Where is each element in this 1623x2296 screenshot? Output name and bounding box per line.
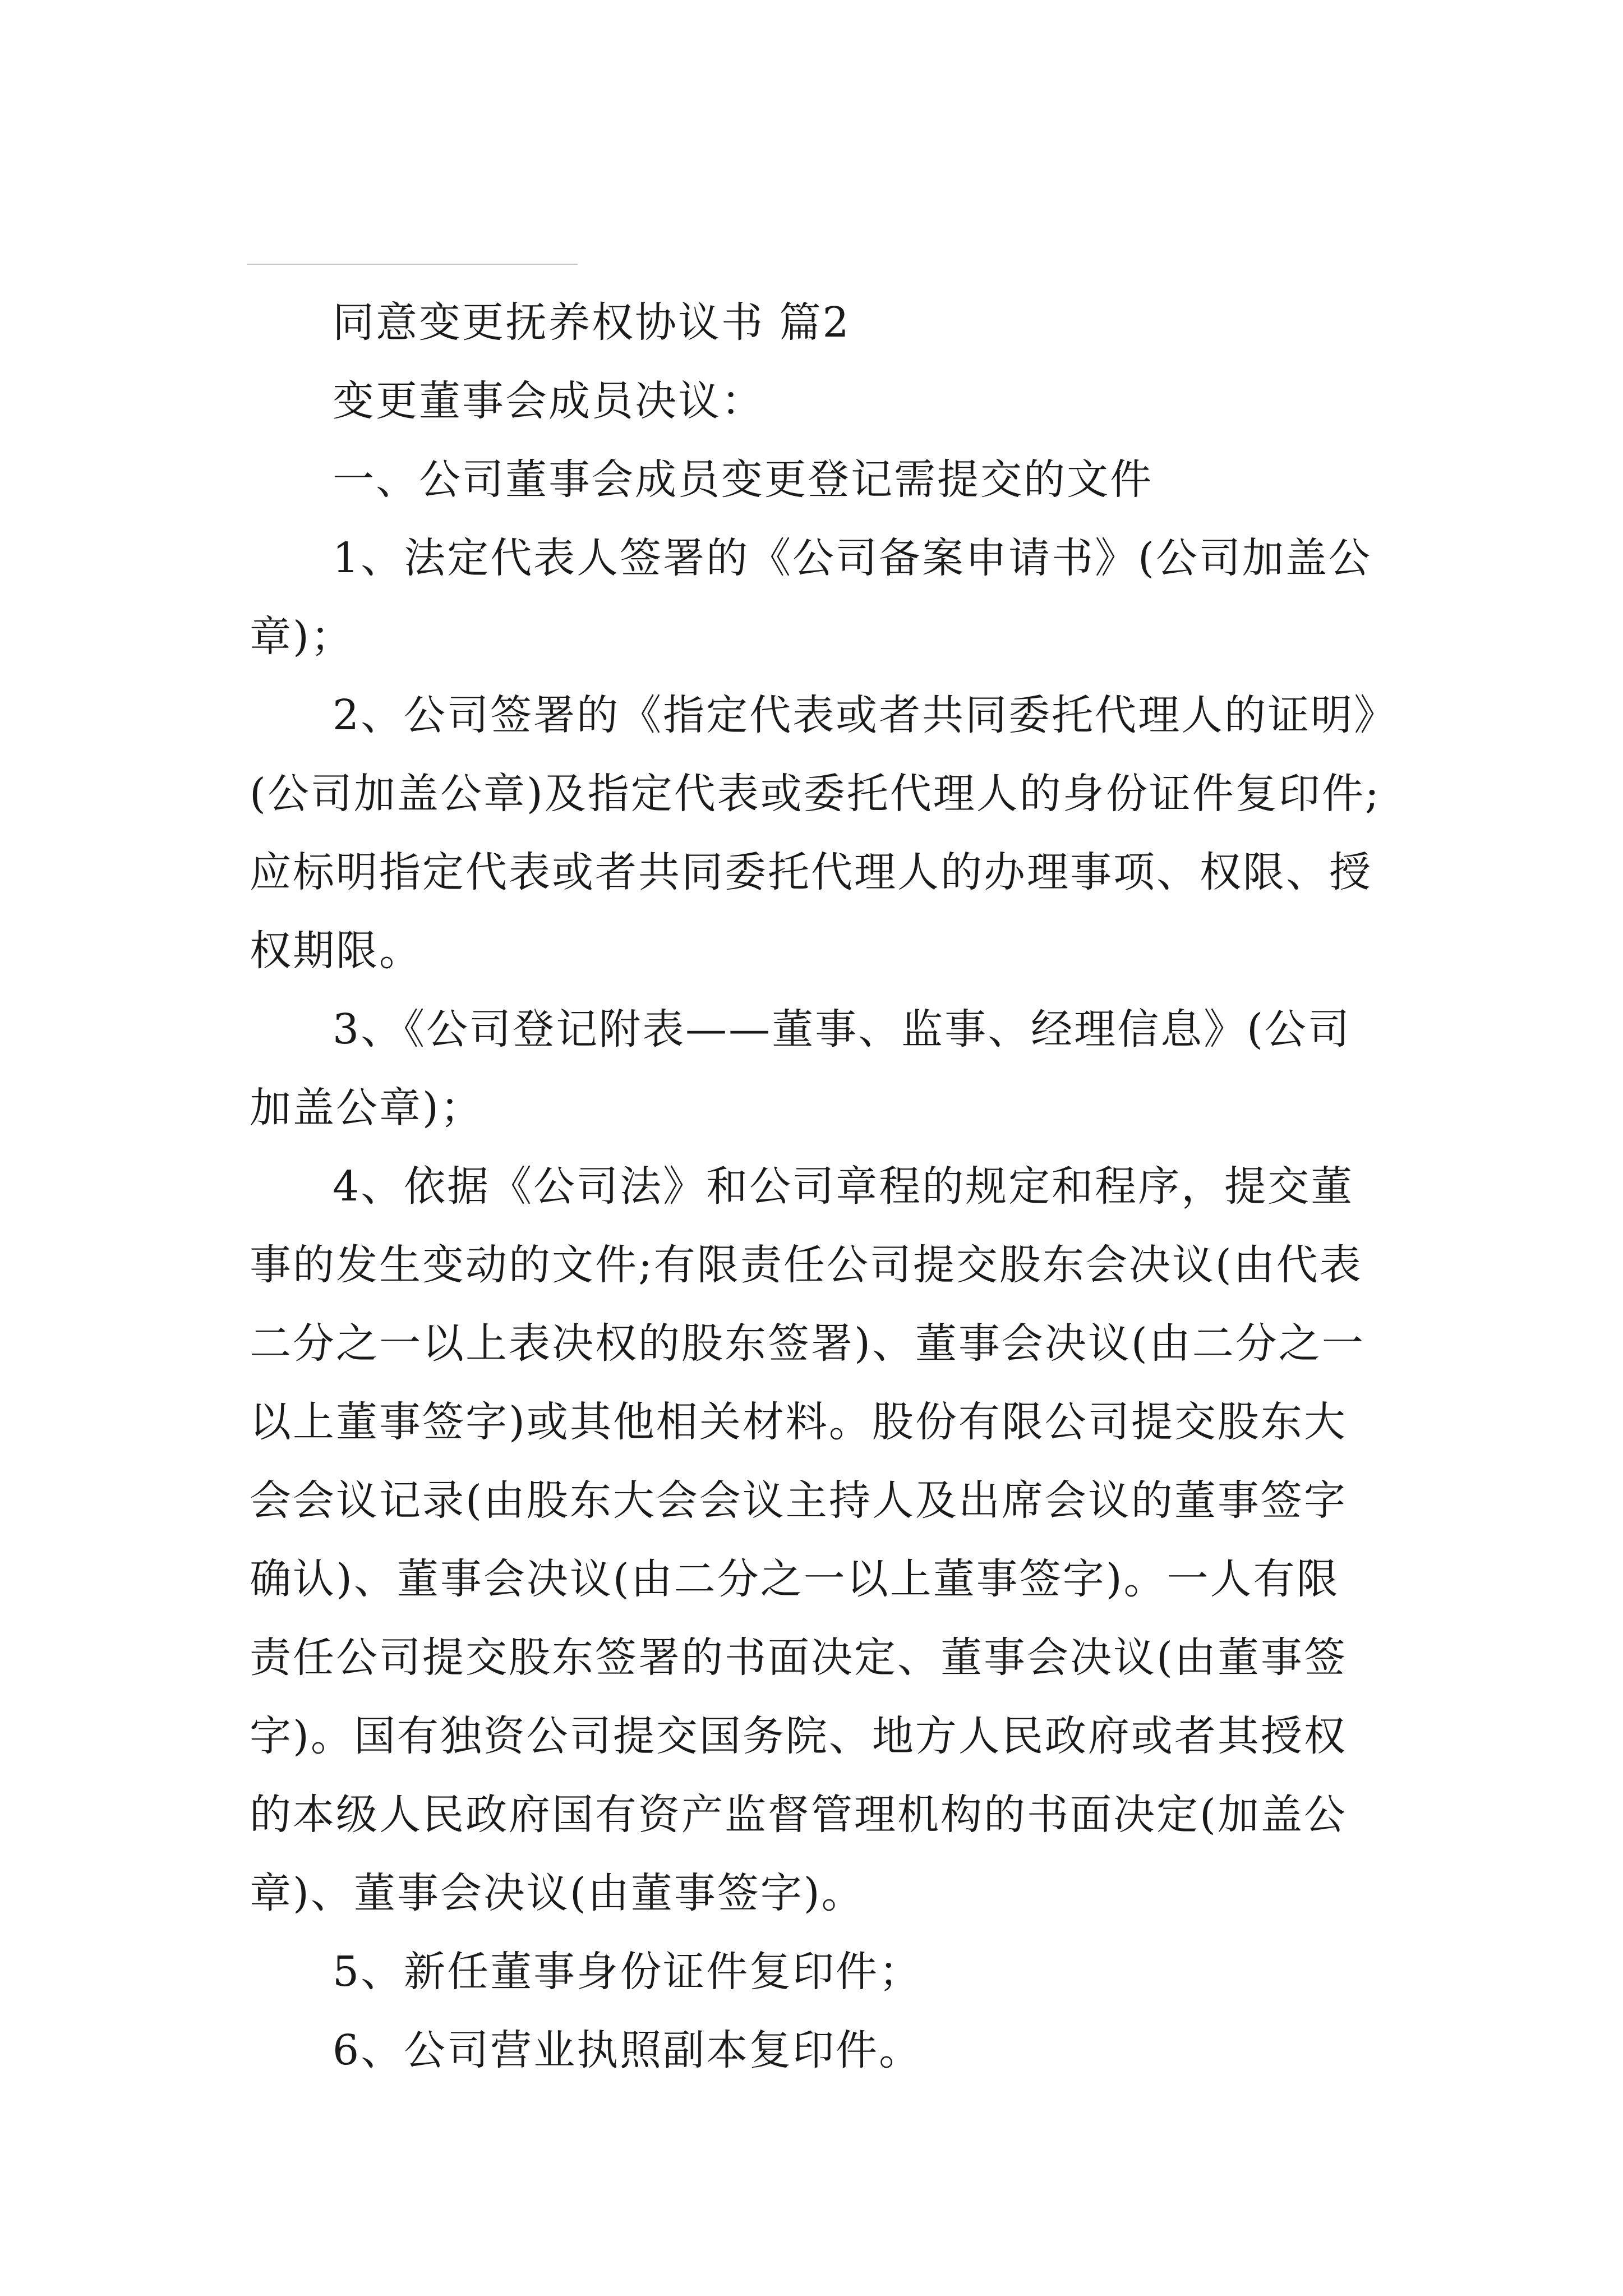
- list-item: 3、《公司登记附表——董事、监事、经理信息》(公司加盖公章)；: [250, 1005, 1351, 1132]
- list-item: 4、依据《公司法》和公司章程的规定和程序，提交董事的发生变动的文件;有限责任公司提交股东会决议(由代表二分之一以上表决权的股东签署)、董事会决议(由二分之一以上董事签字)或其他相关材料。股份有限公司提交股东大会会议记录(由股东大会会议主持人及出席会议的董事签字确认)、董事会决议(由二分之一以上董事签字)。一人有限责任公司提交股东签署的书面决定、董事会决议(由董事签字)。国有独资公司提交国务院、地方人民政府或者其授权的本级人民政府国有资产监督管理机构的书面决定(加盖公章)、董事会决议(由董事签字)。: [250, 1162, 1365, 1917]
- list-item: 1、法定代表人签署的《公司备案申请书》(公司加盖公章)；: [250, 534, 1372, 661]
- list-item: 6、公司营业执照副本复印件。: [333, 2026, 923, 2074]
- section-heading: 一、公司董事会成员变更登记需提交的文件: [333, 455, 1153, 504]
- document-subtitle: 变更董事会成员决议：: [333, 377, 764, 425]
- document-title: 同意变更抚养权协议书 篇2: [333, 298, 851, 347]
- document-body: [250, 283, 1382, 2090]
- list-item: 2、公司签署的《指定代表或者共同委托代理人的证明》(公司加盖公章)及指定代表或委托代理人的身份证件复印件;应标明指定代表或者共同委托代理人的办理事项、权限、授权期限。: [250, 691, 1381, 975]
- list-item: 5、新任董事身份证件复印件；: [333, 1948, 923, 1996]
- header-divider: [247, 264, 578, 265]
